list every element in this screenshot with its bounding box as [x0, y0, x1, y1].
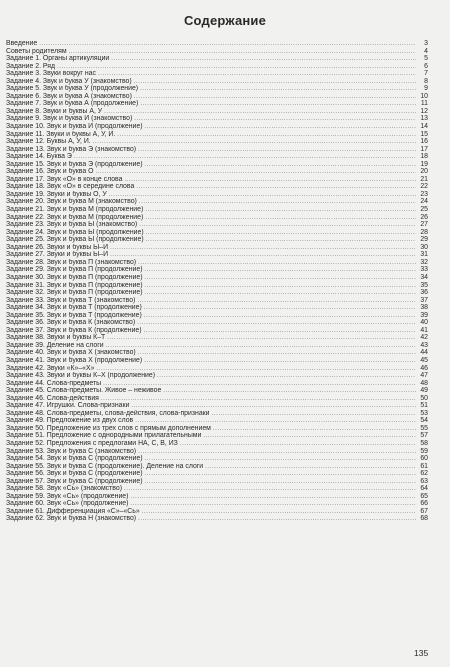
- toc-entry: [6, 183, 428, 191]
- toc-leader-dots: [212, 411, 416, 418]
- toc-leader-dots: [163, 388, 416, 395]
- toc-leader-dots: [137, 320, 416, 327]
- toc-entry-page: 59: [420, 447, 428, 455]
- toc-entry: [6, 176, 428, 184]
- toc-leader-dots: [138, 350, 416, 357]
- toc-leader-dots: [124, 177, 416, 184]
- page-number: 135: [414, 648, 429, 658]
- toc-entry-page: 10: [420, 92, 428, 100]
- toc-leader-dots: [213, 426, 416, 433]
- toc-entry: [6, 161, 428, 169]
- toc-leader-dots: [203, 433, 416, 440]
- toc-entry-title: Задание 22. Звук и буква М (продолжение): [6, 213, 144, 221]
- toc-leader-dots: [140, 86, 416, 93]
- toc-entry: [6, 455, 428, 463]
- toc-entry-title: Задание 29. Звук и буква П (продолжение): [6, 266, 143, 274]
- toc-entry-page: 27: [420, 221, 428, 229]
- toc-entry-page: 6: [424, 62, 428, 70]
- toc-entry: [6, 123, 428, 131]
- toc-entry-page: 28: [420, 228, 428, 236]
- toc-leader-dots: [145, 471, 416, 478]
- toc-leader-dots: [138, 449, 416, 456]
- toc-entry-page: 35: [420, 281, 428, 289]
- toc-leader-dots: [109, 192, 416, 199]
- toc-entry-title: Задание 25. Звук и буква Ы (продолжение): [6, 236, 144, 244]
- toc-entry-page: 23: [420, 190, 428, 198]
- toc-entry-title: Задание 48. Слова-предметы, слова-действия, слова-признаки: [6, 409, 210, 417]
- toc-entry-title: Задание 59. Звук «Сь» (продолжение): [6, 492, 129, 500]
- toc-entry-page: 37: [420, 296, 428, 304]
- toc-entry-page: 47: [420, 372, 428, 380]
- toc-entry-title: Задание 12. Буквы А, У, И.: [6, 138, 91, 146]
- toc-leader-dots: [180, 441, 416, 448]
- toc-entry-title: Введение: [6, 40, 38, 47]
- toc-leader-dots: [145, 215, 416, 222]
- toc-entry-title: Задание 32. Звук и буква П (продолжение): [6, 289, 143, 297]
- toc-entry: [6, 304, 428, 312]
- toc-leader-dots: [205, 464, 416, 471]
- toc-leader-dots: [145, 283, 417, 290]
- toc-entry-page: 11: [420, 100, 428, 108]
- toc-entry-page: 22: [420, 183, 428, 191]
- toc-entry: [6, 327, 428, 335]
- toc-entry-page: 38: [420, 304, 428, 312]
- toc-leader-dots: [104, 109, 416, 116]
- toc-entry-title: Задание 52. Предложения с предлогами НА, С, В, ИЗ: [6, 439, 178, 447]
- toc-entry: [6, 251, 428, 259]
- toc-entry: [6, 342, 428, 350]
- toc-entry-title: Задание 20. Звук и буква М (знакомство): [6, 198, 137, 206]
- toc-entry-page: 62: [420, 470, 428, 478]
- toc-entry-page: 16: [420, 138, 428, 146]
- page-title: Содержание: [183, 13, 267, 28]
- toc-entry-title: Задание 2. Ряд: [6, 62, 56, 70]
- toc-entry: [6, 85, 428, 93]
- toc-entry-page: 7: [424, 70, 428, 78]
- toc-entry: [6, 198, 428, 206]
- toc-entry: [6, 448, 428, 456]
- toc-entry: [6, 153, 428, 161]
- toc-entry-title: Задание 57. Звук и буква С (продолжение): [6, 477, 143, 485]
- toc-entry-title: Задание 27. Звуки и буквы Ы–И: [6, 251, 109, 259]
- toc-entry-title: Задание 30. Звук и буква П (продолжение): [6, 273, 143, 281]
- toc-entry-title: Задание 17. Звук «О» в конце слова: [6, 175, 123, 183]
- toc-entry: [6, 365, 428, 373]
- toc-leader-dots: [106, 343, 416, 350]
- toc-entry-title: Задание 24. Звук и буква Ы (продолжение): [6, 228, 144, 236]
- toc-entry: [6, 319, 428, 327]
- toc-entry: [6, 259, 428, 267]
- toc-entry-title: Задание 28. Звук и буква П (знакомство): [6, 258, 137, 266]
- toc-entry-title: Задание 47. Игрушки. Слова-признаки: [6, 402, 130, 410]
- toc-leader-dots: [110, 245, 416, 252]
- toc-entry-title: Задание 31. Звук и буква П (продолжение): [6, 281, 143, 289]
- toc-entry-page: 48: [420, 379, 428, 387]
- toc-entry-page: 66: [420, 500, 428, 508]
- toc-leader-dots: [111, 56, 416, 63]
- toc-leader-dots: [137, 298, 416, 305]
- toc-entry: [6, 168, 428, 176]
- toc-entry-title: Задание 46. Слова-действия: [6, 394, 99, 402]
- toc-leader-dots: [136, 184, 416, 191]
- toc-entry-page: 3: [424, 40, 428, 47]
- toc-entry-title: Задание 19. Звуки и буквы О, У: [6, 190, 107, 198]
- toc-leader-dots: [101, 396, 416, 403]
- toc-leader-dots: [110, 252, 416, 259]
- toc-entry-title: Задание 58. Звук «Сь» (знакомство): [6, 485, 122, 493]
- toc-entry-page: 34: [420, 273, 428, 281]
- toc-leader-dots: [140, 101, 416, 108]
- toc-entry-title: Задание 56. Звук и буква С (продолжение): [6, 470, 143, 478]
- toc-leader-dots: [157, 373, 416, 380]
- toc-entry-page: 19: [420, 160, 428, 168]
- toc-entry: [6, 221, 428, 229]
- toc-entry-title: Задание 6. Звук и буква А (знакомство): [6, 92, 132, 100]
- toc-leader-dots: [145, 207, 416, 214]
- toc-entry: [6, 138, 428, 146]
- toc-entry-title: Задание 50. Предложение из трех слов с прямым дополнением: [6, 424, 211, 432]
- toc-entry-page: 64: [420, 485, 428, 493]
- toc-leader-dots: [93, 139, 416, 146]
- toc-leader-dots: [69, 49, 416, 56]
- toc-entry: [6, 515, 428, 523]
- toc-entry-page: 45: [420, 356, 428, 364]
- toc-entry: [6, 417, 428, 425]
- toc-entry: [6, 55, 428, 63]
- toc-entry: [6, 493, 428, 501]
- toc-entry-title: Задание 11. Звуки и буквы А, У, И.: [6, 130, 116, 138]
- table-of-contents: [6, 40, 428, 523]
- toc-entry-page: 49: [420, 387, 428, 395]
- toc-entry-title: Задание 13. Звук и буква Э (знакомство): [6, 145, 137, 153]
- toc-leader-dots: [130, 494, 416, 501]
- toc-entry-title: Задание 18. Звук «О» в середине слова: [6, 183, 135, 191]
- toc-entry-page: 68: [420, 515, 428, 523]
- toc-entry: [6, 402, 428, 410]
- toc-entry: [6, 70, 428, 78]
- toc-entry-page: 54: [420, 417, 428, 425]
- toc-leader-dots: [145, 124, 417, 131]
- toc-leader-dots: [145, 275, 417, 282]
- toc-entry: [6, 108, 428, 116]
- toc-entry: [6, 236, 428, 244]
- toc-leader-dots: [144, 313, 416, 320]
- toc-entry-title: Задание 26. Звуки и буквы Ы–И: [6, 243, 109, 251]
- toc-leader-dots: [146, 237, 416, 244]
- toc-leader-dots: [142, 509, 416, 516]
- toc-entry-title: Задание 55. Звук и буква С (продолжение). Деление на слоги: [6, 462, 204, 470]
- toc-entry-page: 20: [420, 168, 428, 176]
- toc-entry-page: 4: [424, 47, 428, 55]
- toc-leader-dots: [107, 335, 416, 342]
- toc-entry-page: 8: [424, 77, 428, 85]
- toc-entry-title: Задание 3. Звуки вокруг нас: [6, 70, 96, 78]
- toc-leader-dots: [138, 147, 416, 154]
- toc-entry: [6, 500, 428, 508]
- toc-entry: [6, 266, 428, 274]
- toc-entry: [6, 244, 428, 252]
- toc-entry-page: 57: [420, 432, 428, 440]
- toc-entry-page: 44: [420, 349, 428, 357]
- toc-leader-dots: [134, 79, 416, 86]
- toc-leader-dots: [144, 305, 416, 312]
- toc-entry-title: Задание 35. Звук и буква Т (продолжение): [6, 311, 142, 319]
- toc-entry-title: Задание 1. Органы артикуляции: [6, 55, 110, 63]
- toc-entry: [6, 93, 428, 101]
- toc-entry-page: 9: [424, 85, 428, 93]
- toc-entry-title: Задание 4. Звук и буква У (знакомство): [6, 77, 132, 85]
- toc-entry-page: 40: [420, 319, 428, 327]
- toc-entry: [6, 297, 428, 305]
- toc-entry: [6, 410, 428, 418]
- toc-entry: [6, 229, 428, 237]
- toc-entry: [6, 508, 428, 516]
- toc-entry-title: Задание 39. Деление на слоги: [6, 341, 104, 349]
- toc-entry: [6, 485, 428, 493]
- toc-entry: [6, 334, 428, 342]
- toc-entry: [6, 440, 428, 448]
- toc-entry-title: Задание 34. Звук и буква Т (продолжение): [6, 304, 142, 312]
- toc-entry-page: 65: [420, 492, 428, 500]
- toc-entry-title: Задание 51. Предложение с однородными прилагательными: [6, 432, 202, 440]
- toc-entry-title: Задание 16. Звук и буква О: [6, 168, 94, 176]
- toc-entry-title: Задание 8. Звуки и буквы А, У: [6, 107, 103, 115]
- toc-leader-dots: [98, 71, 416, 78]
- toc-entry-page: 15: [420, 130, 428, 138]
- toc-entry-page: 13: [420, 115, 428, 123]
- toc-entry: [6, 100, 428, 108]
- toc-entry-page: 42: [420, 334, 428, 342]
- toc-leader-dots: [145, 162, 417, 169]
- toc-entry-page: 26: [420, 213, 428, 221]
- toc-entry-page: 51: [420, 402, 428, 410]
- toc-entry-title: Задание 5. Звук и буква У (продолжение): [6, 85, 139, 93]
- toc-entry-title: Задание 38. Звуки и буквы К–Т: [6, 334, 106, 342]
- toc-entry-page: 25: [420, 206, 428, 214]
- toc-leader-dots: [145, 290, 417, 297]
- toc-leader-dots: [145, 267, 417, 274]
- toc-leader-dots: [139, 199, 416, 206]
- toc-entry-title: Задание 21. Звук и буква М (продолжение): [6, 206, 144, 214]
- toc-entry: [6, 206, 428, 214]
- toc-entry-title: Задание 40. Звук и буква Х (знакомство): [6, 349, 136, 357]
- toc-entry: [6, 191, 428, 199]
- toc-entry: [6, 131, 428, 139]
- toc-entry-page: 63: [420, 477, 428, 485]
- toc-leader-dots: [134, 94, 416, 101]
- toc-entry: [6, 478, 428, 486]
- toc-entry: [6, 425, 428, 433]
- toc-entry-title: Задание 7. Звук и буква А (продолжение): [6, 100, 139, 108]
- toc-leader-dots: [146, 230, 416, 237]
- toc-leader-dots: [144, 358, 416, 365]
- toc-entry-title: Задание 33. Звук и буква Т (знакомство): [6, 296, 136, 304]
- toc-entry-page: 30: [420, 243, 428, 251]
- toc-leader-dots: [124, 486, 416, 493]
- toc-entry-title: Задание 60. Звук «Сь» (продолжение): [6, 500, 129, 508]
- toc-entry-page: 39: [420, 311, 428, 319]
- toc-entry-page: 31: [420, 251, 428, 259]
- toc-entry: [6, 349, 428, 357]
- toc-entry-title: Задание 42. Звуки «К»–«Х»: [6, 364, 95, 372]
- toc-leader-dots: [96, 169, 417, 176]
- toc-entry-page: 41: [420, 326, 428, 334]
- toc-leader-dots: [139, 222, 416, 229]
- toc-entry-title: Задание 43. Звуки и буквы К–Х (продолжение): [6, 372, 156, 380]
- toc-entry: [6, 463, 428, 471]
- toc-entry-title: Задание 45. Слова-предметы. Живое – неживое: [6, 387, 162, 395]
- toc-leader-dots: [144, 328, 416, 335]
- toc-leader-dots: [130, 501, 416, 508]
- toc-entry: [6, 357, 428, 365]
- toc-entry-page: 32: [420, 258, 428, 266]
- toc-entry-title: Задание 36. Звук и буква К (знакомство): [6, 319, 136, 327]
- toc-entry-title: Задание 53. Звук и буква С (знакомство): [6, 447, 137, 455]
- toc-entry-title: Задание 14. Буква Э: [6, 153, 72, 161]
- toc-entry-title: Советы родителям: [6, 47, 67, 55]
- toc-entry-page: 29: [420, 236, 428, 244]
- toc-leader-dots: [134, 116, 416, 123]
- toc-entry: [6, 40, 428, 48]
- toc-entry: [6, 115, 428, 123]
- toc-entry-title: Задание 10. Звук и буква И (продолжение): [6, 123, 143, 131]
- toc-entry-title: Задание 62. Звук и буква Н (знакомство): [6, 515, 137, 523]
- toc-entry: [6, 274, 428, 282]
- toc-entry: [6, 146, 428, 154]
- toc-entry-title: Задание 44. Слова-предметы: [6, 379, 102, 387]
- toc-entry: [6, 470, 428, 478]
- toc-entry-page: 18: [420, 153, 428, 161]
- toc-entry: [6, 289, 428, 297]
- toc-entry-page: 60: [420, 455, 428, 463]
- toc-entry-page: 21: [420, 175, 428, 183]
- toc-entry-title: Задание 9. Звук и буква И (знакомство): [6, 115, 133, 123]
- toc-entry: [6, 395, 428, 403]
- toc-entry-page: 50: [420, 394, 428, 402]
- toc-entry: [6, 372, 428, 380]
- toc-entry-title: Задание 41. Звук и буква Х (продолжение): [6, 356, 143, 364]
- toc-entry-page: 43: [420, 341, 428, 349]
- toc-leader-dots: [138, 260, 416, 267]
- toc-leader-dots: [39, 41, 416, 48]
- toc-entry-page: 61: [420, 462, 428, 470]
- toc-entry-page: 58: [420, 439, 428, 447]
- toc-entry-page: 14: [420, 123, 428, 131]
- toc-entry-title: Задание 61. Дифференциация «С»–«Сь»: [6, 507, 140, 515]
- toc-entry: [6, 312, 428, 320]
- toc-entry-title: Задание 15. Звук и буква Э (продолжение): [6, 160, 143, 168]
- toc-entry: [6, 63, 428, 71]
- toc-entry-title: Задание 37. Звук и буква К (продолжение): [6, 326, 142, 334]
- toc-entry-title: Задание 54. Звук и буква С (продолжение): [6, 455, 143, 463]
- toc-entry-page: 67: [420, 507, 428, 515]
- toc-entry: [6, 48, 428, 56]
- toc-entry-title: Задание 23. Звук и буква Ы (знакомство): [6, 221, 138, 229]
- toc-entry-title: Задание 49. Предложение из двух слов: [6, 417, 134, 425]
- toc-entry-page: 33: [420, 266, 428, 274]
- toc-entry: [6, 432, 428, 440]
- toc-leader-dots: [138, 516, 416, 523]
- toc-entry: [6, 282, 428, 290]
- toc-entry-page: 5: [424, 55, 428, 63]
- toc-entry-page: 24: [420, 198, 428, 206]
- toc-entry: [6, 380, 428, 388]
- toc-entry-page: 55: [420, 424, 428, 432]
- toc-entry-page: 46: [420, 364, 428, 372]
- toc-entry-page: 12: [420, 107, 428, 115]
- toc-leader-dots: [145, 479, 416, 486]
- toc-entry-page: 53: [420, 409, 428, 417]
- toc-leader-dots: [57, 64, 416, 71]
- toc-entry: [6, 387, 428, 395]
- toc-entry-page: 36: [420, 289, 428, 297]
- toc-entry: [6, 78, 428, 86]
- toc-entry-page: 17: [420, 145, 428, 153]
- toc-entry: [6, 214, 428, 222]
- toc-leader-dots: [117, 132, 416, 139]
